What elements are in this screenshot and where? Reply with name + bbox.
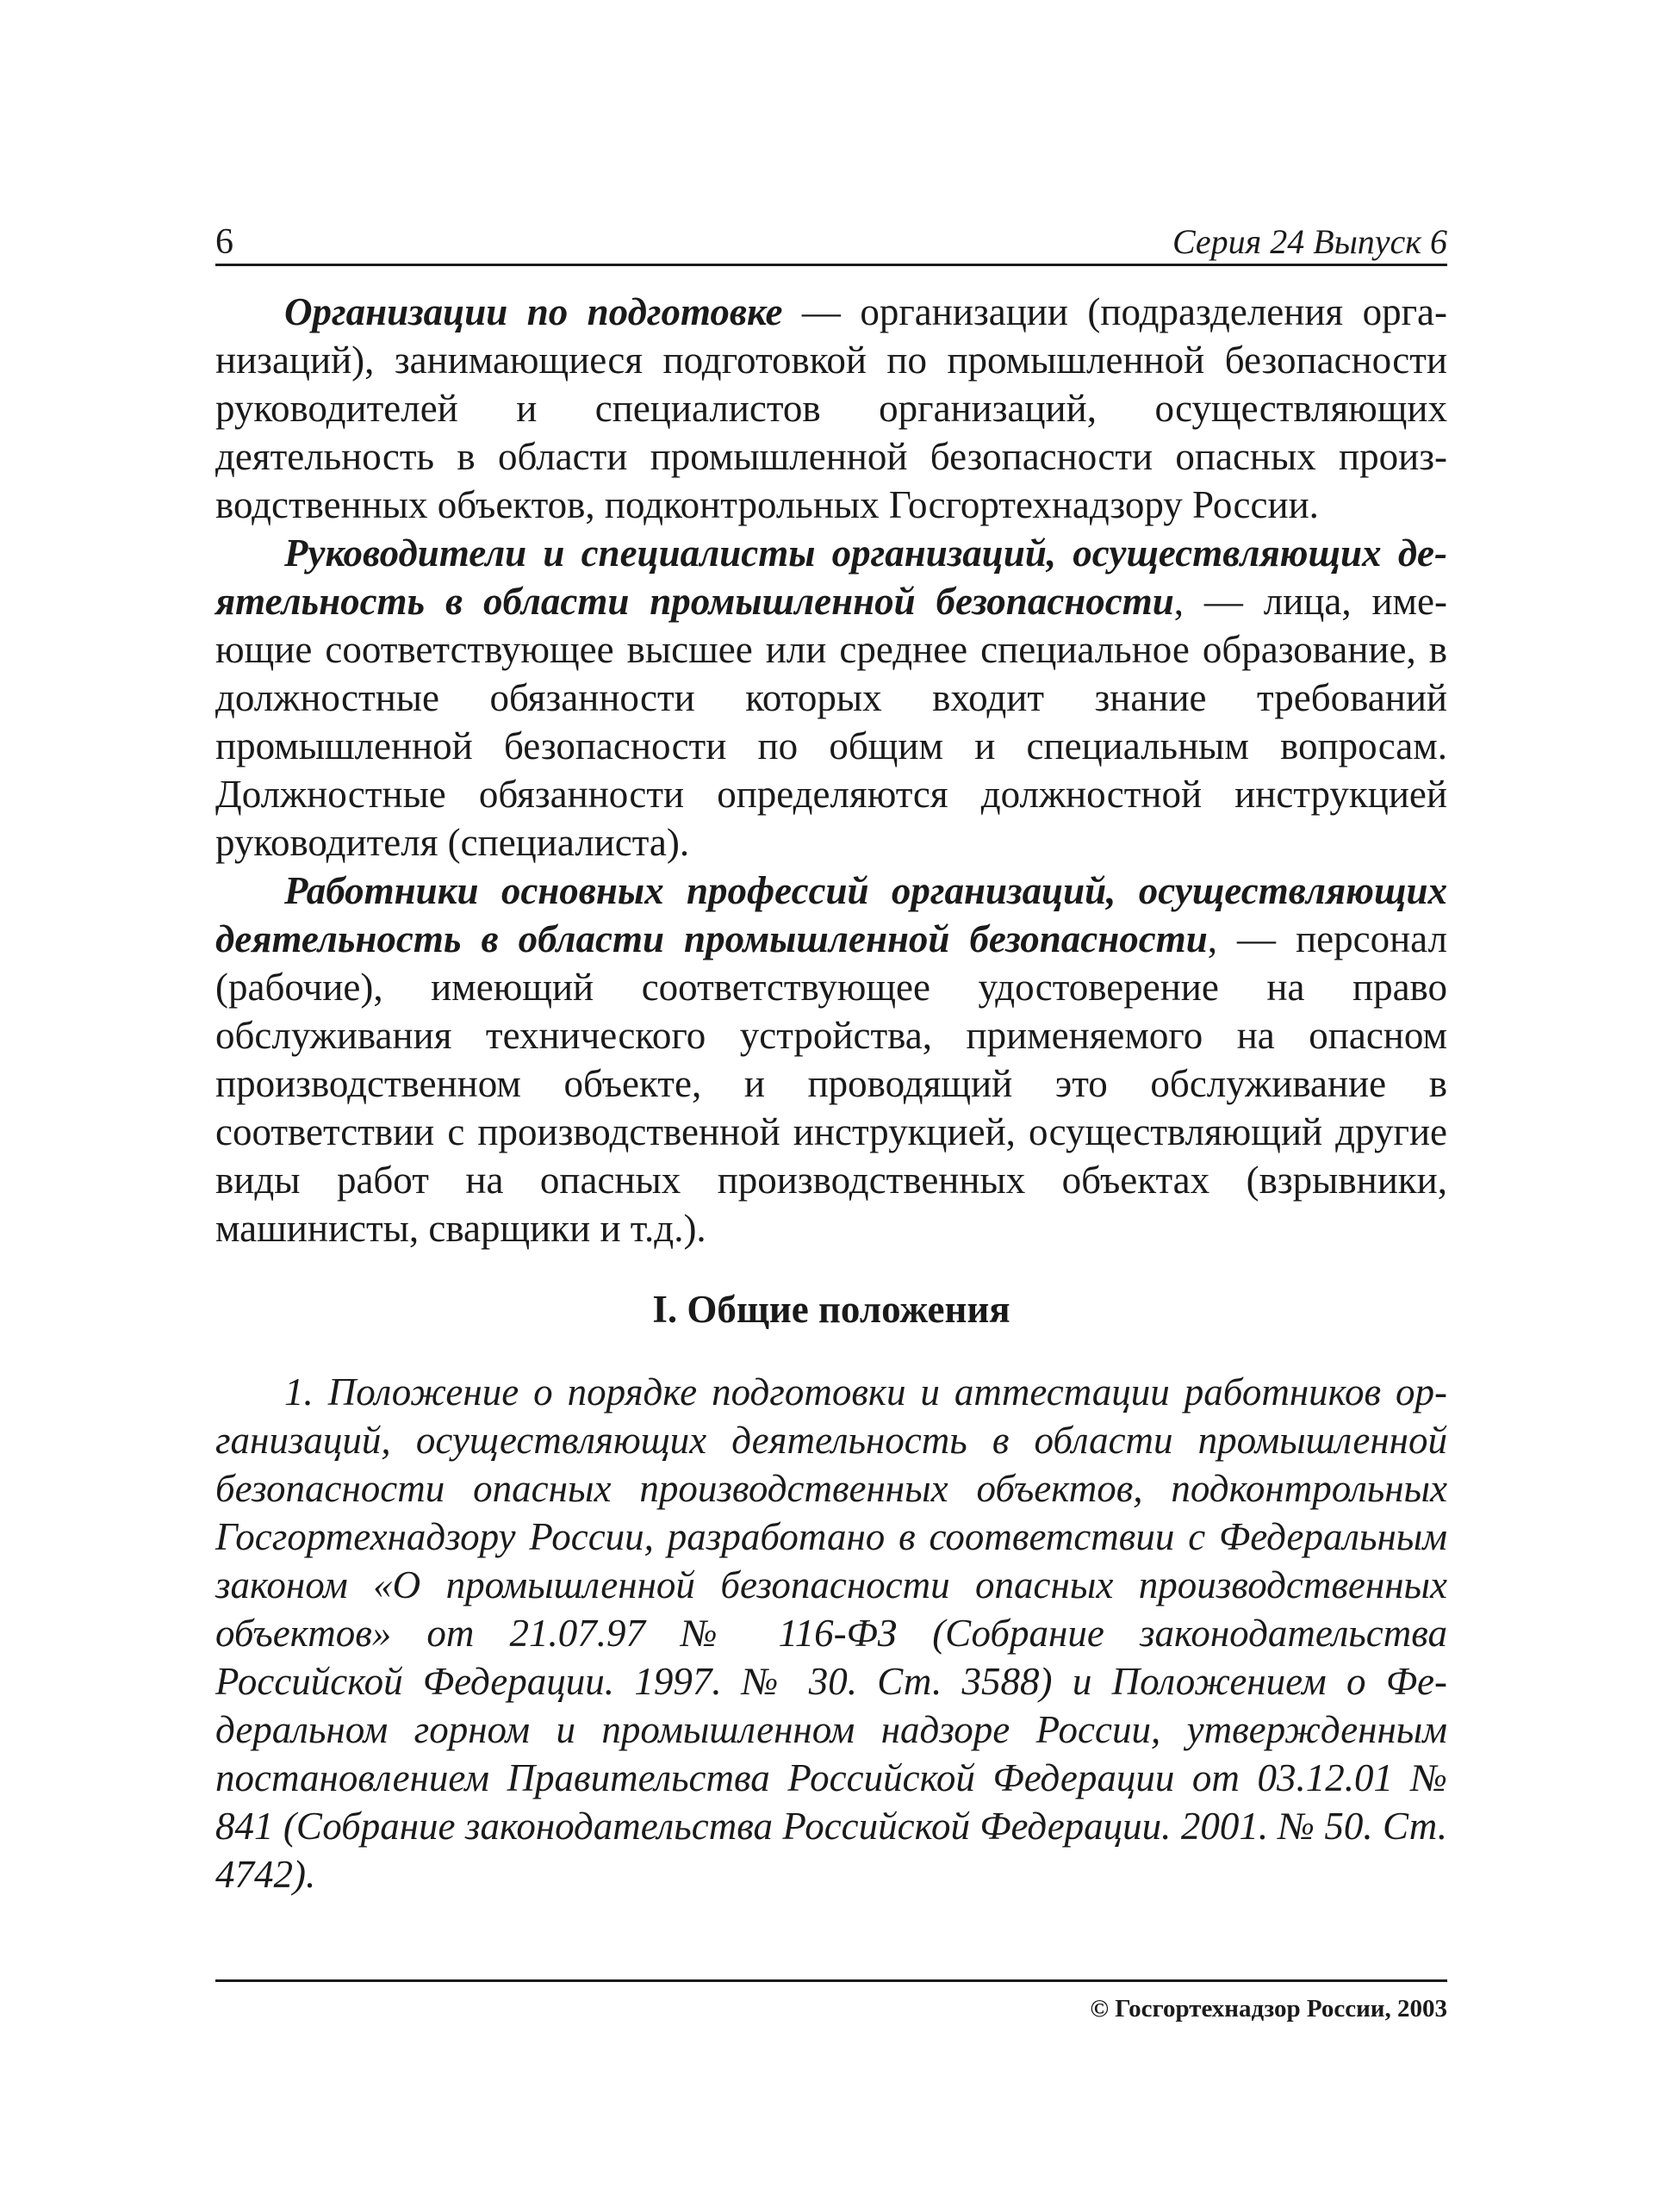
definition-text: , — персонал (рабочие), имеющий соответствующее удостоверение на право обслуживания технического устройства, применяемого на опасном производственном объекте, и проводящий это обслуживание в соответствии с производственной инструкцией, осуществляющий другие виды работ на опасных производственных объектах (взрывники, машинисты, сварщики и т.д.). [215, 917, 1448, 1250]
page-body [215, 288, 1447, 1898]
definition-text: — организации (подразделения организаций), занимающиеся подготовкой по промышленной безопасности руководителей и специалистов организаций, осуществляющих деятельность в области промышленной безопасности опасных производственных объектов, подконтрольных Госгортехнадзору России. [215, 290, 1447, 526]
definition-paragraph [215, 529, 1447, 867]
defined-term: Организации по подготовке [284, 290, 783, 333]
defined-term: Работники основных профессий организаций, осуществляющих деятельность в области промышленной безопасности [215, 869, 1447, 960]
page-number: 6 [215, 222, 233, 262]
definition-text: , — лица, имеющие соответствующее высшее или среднее специальное образование, в должностные обязанности которых входит знание требований промышленной безопасности по общим и специальным вопросам. Должностные обязанности определяются должностной инструкцией руководителя (специалиста). [215, 580, 1447, 864]
section-heading: I. Общие положения [652, 1288, 1010, 1331]
page-footer [215, 1979, 1447, 2023]
series-title: Серия 24 Выпуск 6 [1172, 222, 1447, 261]
definition-paragraph [215, 288, 1447, 529]
copyright-notice: © Госгортехнадзор России, 2003 [1090, 1995, 1447, 2022]
defined-term: Руководители и специалисты организаций, осуществляющих деятельность в области промышленной безопасности [215, 531, 1447, 623]
footer-divider [215, 1979, 1447, 1982]
section-paragraph: 1. Положение о порядке подготовки и аттестации работников организаций, осуществляющих деятельность в области промышленной безопасности опасных производственных объектов, подконтрольных Госгортехнадзору России, разработано в соответствии с Федеральным законом «О промышленной безопасности опасных производственных объектов» от 21.07.97 № 116-ФЗ (Собрание законодательства Российской Федерации. 1997. № 30. Ст. 3588) и Положением о Федеральном горном и промышленном надзоре России, утвержденным постановлением Правительства Российской Федерации от 03.12.01 № 841 (Собрание законодательства Российской Федерации. 2001. № 50. Ст. 4742). [215, 1370, 1447, 1896]
definition-paragraph [215, 867, 1447, 1252]
running-header [215, 221, 1447, 266]
